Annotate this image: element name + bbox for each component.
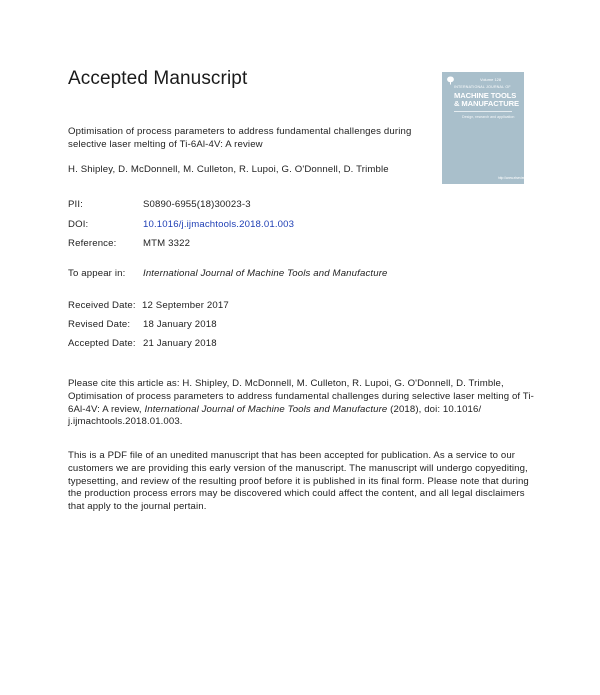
doi-link[interactable]: 10.1016/j.ijmachtools.2018.01.003 <box>143 219 295 230</box>
elsevier-tree-icon <box>446 76 455 85</box>
cover-divider <box>454 111 512 112</box>
cover-title: MACHINE TOOLS & MANUFACTURE <box>454 91 519 108</box>
reference-label: Reference: <box>68 238 117 249</box>
pii-value: S0890-6955(18)30023-3 <box>143 199 251 210</box>
citation-paragraph <box>68 378 534 429</box>
appear-in-label: To appear in: <box>68 268 126 279</box>
page-heading: Accepted Manuscript <box>68 68 248 89</box>
citation-prefix: Please cite this article as: H. Shipley, D. McDonnell, M. Culleton, R. Lupoi, G. O'Donnell, D. Trimble, Optimisation of process parameters to address fundamental challenges during selective laser melting of Ti-6Al-4V: A review, <box>68 378 534 415</box>
article-title: Optimisation of process parameters to address fundamental challenges during selective laser melting of Ti-6Al-4V: A review <box>68 126 412 150</box>
journal-cover-image <box>442 72 532 184</box>
pii-label: PII: <box>68 199 83 210</box>
citation-journal: International Journal of Machine Tools and Manufacture <box>144 403 388 415</box>
accepted-date-value: 21 January 2018 <box>143 338 217 349</box>
doi-label: DOI: <box>68 219 89 230</box>
reference-value: MTM 3322 <box>143 238 191 249</box>
article-authors: H. Shipley, D. McDonnell, M. Culleton, R. Lupoi, G. O'Donnell, D. Trimble <box>68 164 389 175</box>
revised-date-value: 18 January 2018 <box>143 319 217 330</box>
accepted-date-label: Accepted Date: <box>68 338 136 349</box>
received-date-value: 12 September 2017 <box>142 300 229 311</box>
received-date-label: Received Date: <box>68 300 136 311</box>
cover-volume: Volume 128 <box>480 77 502 82</box>
appear-in-value: International Journal of Machine Tools and Manufacture <box>143 268 388 279</box>
disclaimer-paragraph: This is a PDF file of an unedited manuscript that has been accepted for publication. As a service to our customers we are providing this early version of the manuscript. The manuscript will undergo copyediting, typesetting, and review of the resulting proof before it is published in its final form. Please note that during the production process errors may be discovered which could affect the content, and all legal disclaimers that apply to the journal pertain. <box>68 450 529 513</box>
cover-footer: http://www.elsevier.com <box>498 176 532 180</box>
revised-date-label: Revised Date: <box>68 319 131 330</box>
cover-tagline: Design, research and application <box>462 115 515 119</box>
cover-subtitle: INTERNATIONAL JOURNAL OF <box>454 85 511 89</box>
citation-suffix: (2018), doi: 10.1016/ j.ijmachtools.2018.01.003. <box>68 403 482 428</box>
